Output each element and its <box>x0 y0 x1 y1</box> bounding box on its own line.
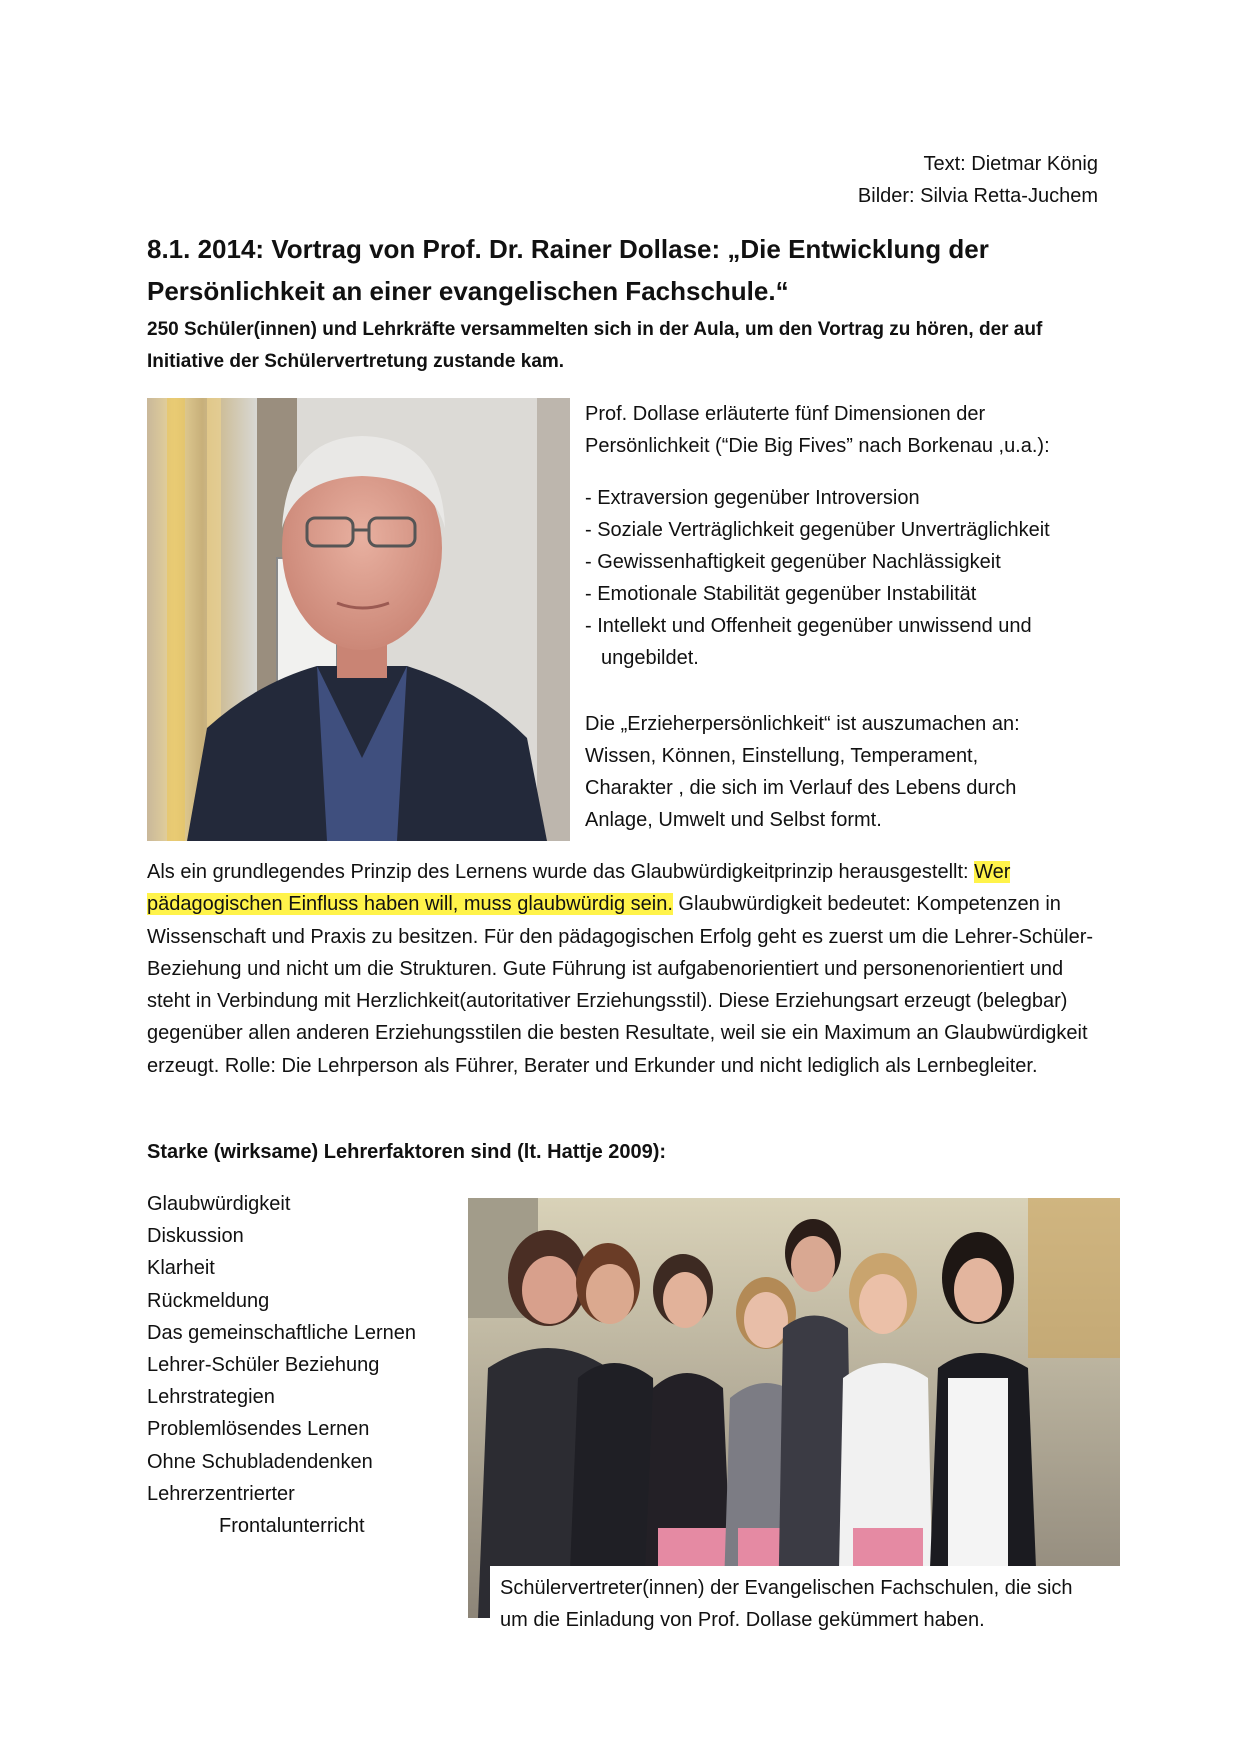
text-line: Charakter , die sich im Verlauf des Lebens durch <box>585 777 1017 799</box>
text-line: Anlage, Umwelt und Selbst formt. <box>585 809 882 831</box>
list-item: - Gewissenhaftigkeit gegenüber Nachlässigkeit <box>585 551 1001 573</box>
text-line: Die „Erzieherpersönlichkeit“ ist auszumachen an: <box>585 713 1020 735</box>
intro-line: Persönlichkeit (“Die Big Fives” nach Borkenau ,u.a.): <box>585 435 1050 457</box>
list-item: Das gemeinschaftliche Lernen <box>147 1321 417 1344</box>
list-item: Lehrstrategien <box>147 1386 275 1409</box>
credits <box>858 148 1098 212</box>
list-item: ungebildet. <box>601 647 699 669</box>
photo-caption <box>490 1566 1120 1634</box>
factors-list <box>147 1188 416 1542</box>
highlighted-quote: Wer pädagogischen Einfluss haben will, muss glaubwürdig sein. <box>147 861 1011 916</box>
paragraph-text: Als ein grundlegendes Prinzip des Lernens wurde das Glaubwürdigkeitprinzip herausgestellt: <box>147 861 975 883</box>
list-item: Lehrer-Schüler Beziehung <box>147 1354 380 1377</box>
list-item: - Emotionale Stabilität gegenüber Instabilität <box>585 583 977 605</box>
credit-text: Text: Dietmar König <box>923 153 1098 175</box>
list-item: Rückmeldung <box>147 1289 270 1312</box>
list-item: Klarheit <box>147 1257 215 1280</box>
group-photo <box>468 1198 1120 1618</box>
principle-paragraph <box>147 856 1107 1082</box>
portrait-photo <box>147 398 570 841</box>
intro-line: Prof. Dollase erläuterte fünf Dimensionen der <box>585 403 986 425</box>
list-item: Ohne Schubladendenken <box>147 1450 373 1473</box>
factors-heading: Starke (wirksame) Lehrerfaktoren sind (lt. Hattje 2009): <box>147 1141 667 1163</box>
list-item: - Soziale Verträglichkeit gegenüber Unverträglichkeit <box>585 519 1050 541</box>
credit-images: Bilder: Silvia Retta-Juchem <box>857 185 1098 207</box>
big-five-intro <box>585 398 1105 462</box>
caption-line: Schülervertreter(innen) der Evangelischen Fachschulen, die sich <box>500 1577 1073 1599</box>
dimensions-list <box>585 482 1105 674</box>
list-item: Lehrerzentrierter <box>147 1482 295 1505</box>
list-item: Glaubwürdigkeit <box>147 1193 291 1215</box>
list-item: Problemlösendes Lernen <box>147 1418 370 1441</box>
article-subtitle: 250 Schüler(innen) und Lehrkräfte versammelten sich in der Aula, um den Vortrag zu hören, der auf Initiative der Schülervertretung zustande kam. <box>147 319 1043 372</box>
list-item: Diskussion <box>147 1225 244 1248</box>
text-line: Wissen, Können, Einstellung, Temperament, <box>585 745 979 767</box>
educator-personality <box>585 708 1105 836</box>
article-title: 8.1. 2014: Vortrag von Prof. Dr. Rainer Dollase: „Die Entwicklung der Persönlichkeit an einer evangelischen Fachschule.“ <box>147 234 989 306</box>
list-item: - Intellekt und Offenheit gegenüber unwissend und <box>585 615 1032 637</box>
caption-line: um die Einladung von Prof. Dollase gekümmert haben. <box>500 1609 985 1631</box>
list-item: Frontalunterricht <box>219 1515 365 1538</box>
list-item: - Extraversion gegenüber Introversion <box>585 487 920 509</box>
paragraph-text: Glaubwürdigkeit bedeutet: Kompetenzen in Wissenschaft und Praxis zu besitzen. Für den pädagogischen Erfolg geht es zuerst um die Lehrer-Schüler-Beziehung und nicht um die Strukturen. Gute Führung ist aufgabenorientiert und personenorientiert und steht in Verbindung mit Herzlichkeit(autoritativer Erziehungsstil). Diese Erziehungsart erzeugt (belegbar) gegenüber allen anderen Erziehungsstilen die besten Resultate, weil sie ein Maximum an Glaubwürdigkeit erzeugt. Rolle: Die Lehrperson als Führer, Berater und Erkunder und nicht lediglich als Lernbegleiter. <box>147 893 1094 1077</box>
